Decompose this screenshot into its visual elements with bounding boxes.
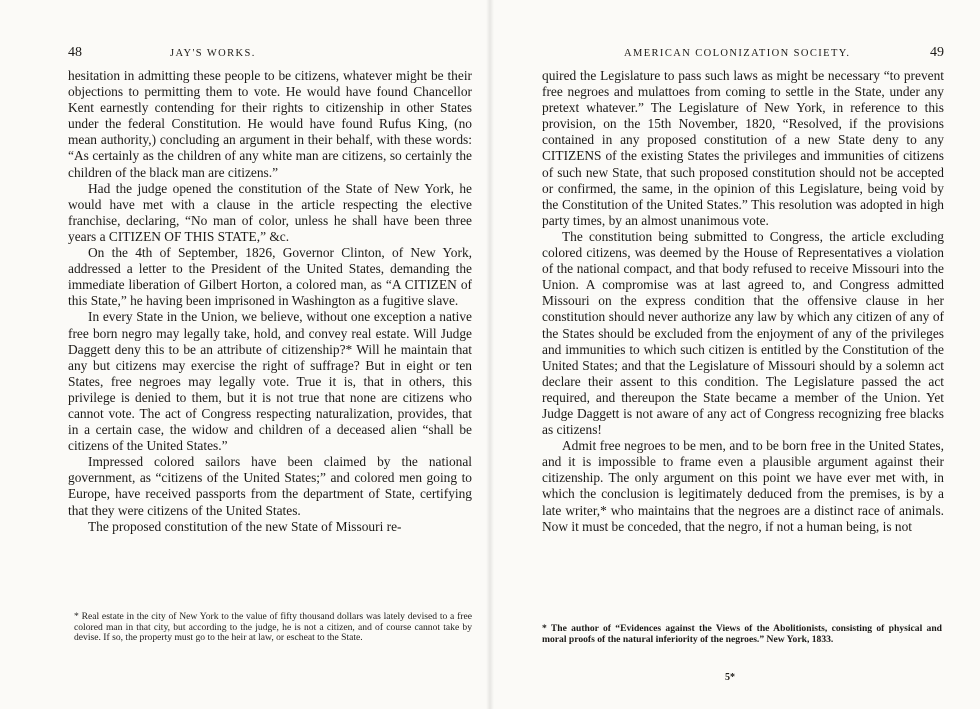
left-running-head <box>68 45 472 61</box>
left-footnote: * Real estate in the city of New York to the value of fifty thousand dollars was lately devised to a free colored man in that city, but according to the judge, he is not a citizen, and of course cannot take by devise. If so, the property must go to the heir at law, or escheat to the State. <box>74 611 472 643</box>
left-page-body <box>68 68 472 535</box>
left-page-number: 48 <box>68 45 82 60</box>
paragraph: In every State in the Union, we believe, without one exception a native free born negro may legally take, hold, and convey real estate. Will Judge Daggett deny this to be an attribute of citizenship?* Will he maintain that any but citizens may exercise the right of suffrage? But in eight or ten States, free negroes may legally vote. True it is, that in others, this privilege is denied to them, but it is not true that none are citizens who cannot vote. The act of Congress respecting naturalization, provides, that in a certain case, the widow and children of a deceased alien “shall be citizens of the United States.” <box>68 309 472 454</box>
right-running-head <box>542 45 944 61</box>
paragraph: The constitution being submitted to Congress, the article excluding colored citizens, was deemed by the House of Representatives a violation of the national compact, and that body refused to receive Missouri into the Union. A compromise was at last agreed to, and Congress admitted Missouri on the express condition that the offensive clause in her constitution should never authorize any law by which any citizen of any of the States should be excluded from the enjoyment of any of the privileges and immunities to which such citizen is entitled by the Constitution of the United States; and that the Legislature of Missouri should by a solemn act declare their assent to this condition. The Legislature passed the act required, and thereupon the State became a member of the Union. Yet Judge Daggett is not aware of any act of Congress recognizing free blacks as citizens! <box>542 228 944 438</box>
right-footnote: * The author of “Evidences against the Views of the Abolitionists, consisting of physical and moral proofs of the natural inferiority of the negroes.” New York, 1833. <box>542 623 942 645</box>
right-page-number: 49 <box>930 45 944 60</box>
right-page-body <box>542 68 944 535</box>
right-running-title: AMERICAN COLONIZATION SOCIETY. <box>624 48 851 59</box>
paragraph: quired the Legislature to pass such laws as might be necessary “to prevent free negroes and mulattoes from coming to settle in the State, under any pretext whatever.” The Legislature of New York, in reference to this provision, on the 15th November, 1820, “Resolved, if the provisions contained in any proposed constitution of a new State deny to any CITIZENS of the existing States the privileges and immunities of citizens of such new State, that such proposed constitution should not be accepted or confirmed, the same, in the opinion of this Legislature, being void by the Constitution of the United States.” This resolution was adopted in high party times, by an almost unanimous vote. <box>542 68 944 228</box>
paragraph: Impressed colored sailors have been claimed by the national government, as “citizens of the United States;” and colored men going to Europe, have received passports from the department of State, certifying that they were citizens of the United States. <box>68 454 472 518</box>
paragraph: Admit free negroes to be men, and to be born free in the United States, and it is impossible to frame even a plausible argument against their citizenship. The only argument on this point we have ever met with, in which the conclusion is legitimately deduced from the premises, is by a late writer,* who maintains that the negroes are a distinct race of animals. Now it must be conceded, that the negro, if not a human being, is not <box>542 438 944 534</box>
signature-mark: 5* <box>725 672 735 683</box>
paragraph: Had the judge opened the constitution of the State of New York, he would have met with a clause in the article respecting the elective franchise, declaring, “No man of color, unless he shall have been three years a CITIZEN OF THIS STATE,” &c. <box>68 180 472 244</box>
paragraph: The proposed constitution of the new State of Missouri re- <box>88 518 402 534</box>
paragraph: On the 4th of September, 1826, Governor Clinton, of New York, addressed a letter to the President of the United States, demanding the immediate liberation of Gilbert Horton, a colored man, as “A CITIZEN of this State,” he having been imprisoned in Washington as a fugitive slave. <box>68 245 472 309</box>
left-running-title: JAY'S WORKS. <box>170 48 256 59</box>
paragraph: hesitation in admitting these people to be citizens, whatever might be their objections to permitting them to vote. He would have found Chancellor Kent earnestly contending for their rights to citizenship in other States under the federal Constitution. He would have found Rufus King, (no mean authority,) concluding an argument in their behalf, with these words: “As certainly as the children of any white man are citizens, so certainly the children of the black man are citizens.” <box>68 68 472 180</box>
